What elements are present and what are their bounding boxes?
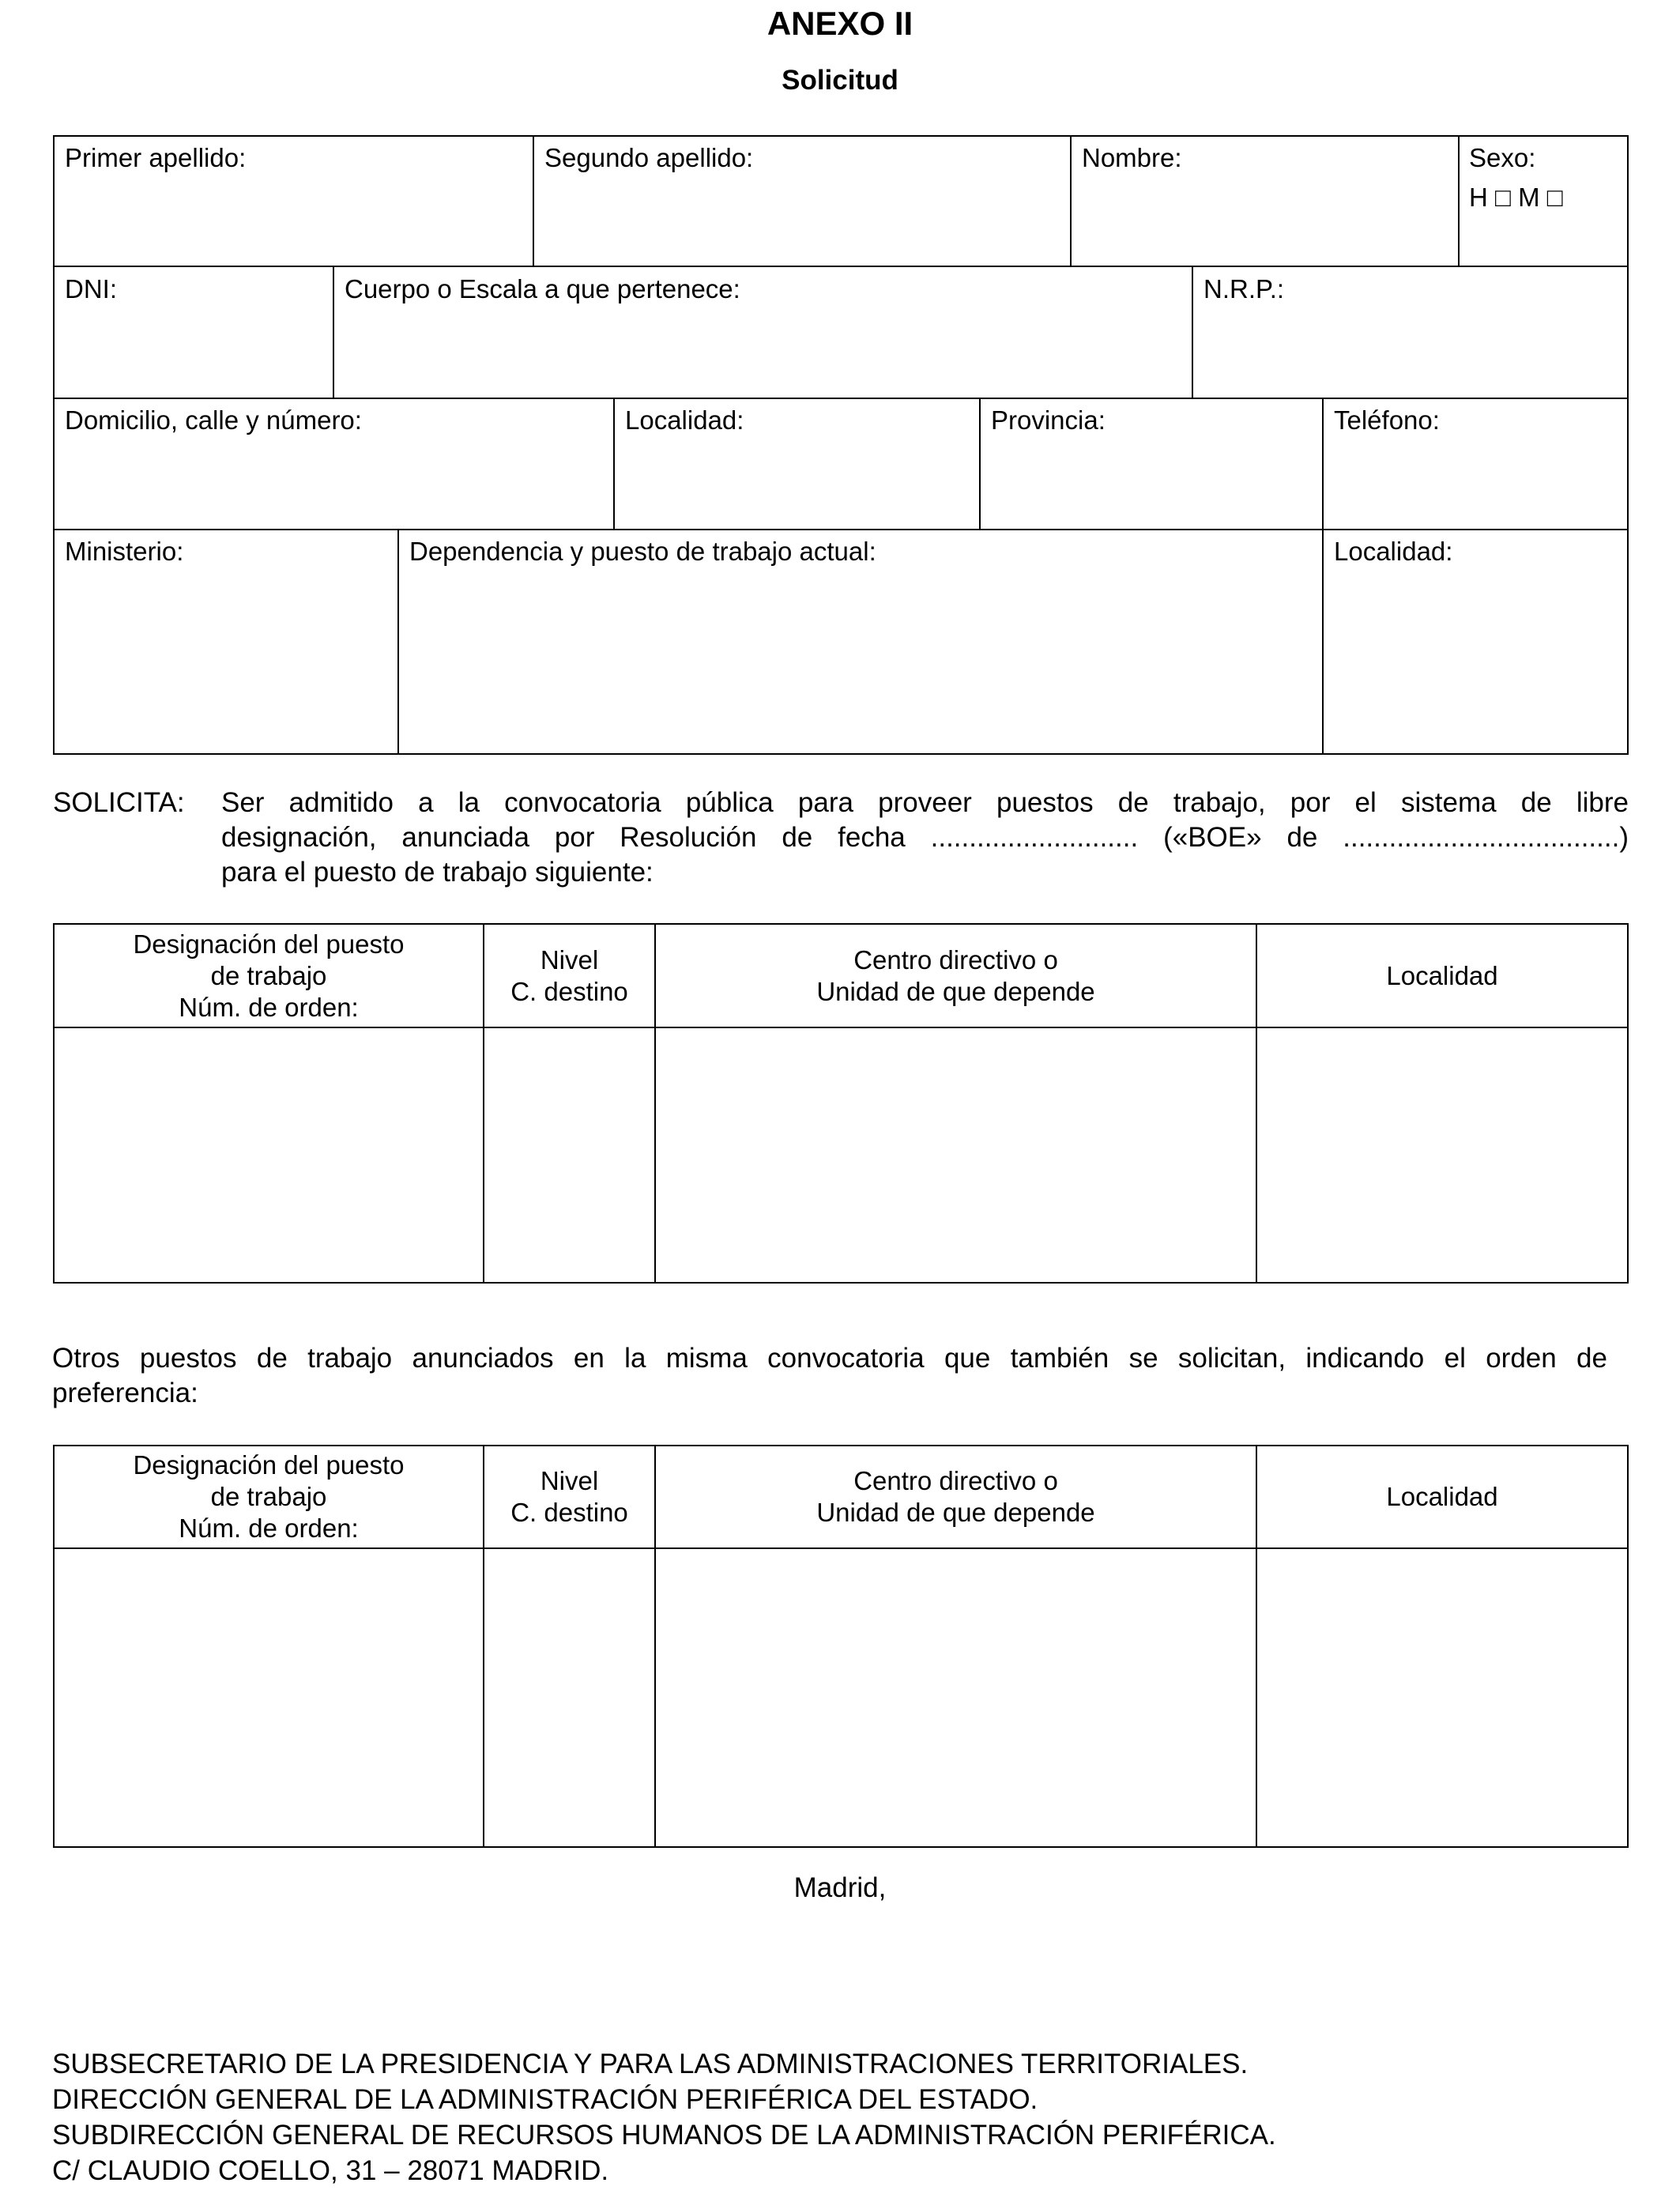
dni-field[interactable]: DNI: [65,274,117,303]
segundo-apellido-field[interactable]: Segundo apellido: [544,143,754,172]
cell-centro[interactable] [656,1028,1256,1282]
col-divider [1458,135,1460,266]
cell-localidad[interactable] [1257,1549,1627,1846]
col-divider [979,398,981,530]
header-text: Localidad [1386,1482,1498,1511]
header-designacion [55,925,483,1027]
footer-line-2: DIRECCIÓN GENERAL DE LA ADMINISTRACIÓN PERIFÉRICA DEL ESTADO. [52,2084,1038,2115]
header-centro [656,925,1256,1027]
col-divider [613,398,615,530]
col-divider [1070,135,1072,266]
footer-line-3: SUBDIRECCIÓN GENERAL DE RECURSOS HUMANOS DE LA ADMINISTRACIÓN PERIFÉRICA. [52,2120,1276,2151]
header-text: Designación del puesto [133,929,405,959]
header-text: Localidad [1386,960,1498,990]
telefono-field[interactable]: Teléfono: [1334,405,1440,435]
header-centro [656,1446,1256,1547]
header-text: Centro directivo o [853,1466,1058,1495]
col-divider [1192,266,1193,398]
place-date: Madrid, [793,1872,887,1903]
header-text: Nivel [540,1466,599,1495]
col-divider [1322,398,1324,530]
page-subtitle: Solicitud [782,65,898,96]
header-nivel [484,1446,654,1547]
solicita-label: SOLICITA: [53,787,185,818]
cell-centro[interactable] [656,1549,1256,1846]
localidad-field[interactable]: Localidad: [625,405,744,435]
header-text: C. destino [510,1498,628,1527]
solicita-line-2: designación, anunciada por Resolución de fecha ........................... («BOE» de ....................................) [221,822,1629,853]
footer-line-4: C/ CLAUDIO COELLO, 31 – 28071 MADRID. [52,2155,609,2186]
nombre-field[interactable]: Nombre: [1082,143,1182,172]
header-text: Centro directivo o [853,944,1058,974]
header-localidad [1257,925,1627,1027]
row-divider [53,266,1629,267]
header-text: Designación del puesto [133,1450,405,1480]
row-divider [53,529,1629,530]
provincia-field[interactable]: Provincia: [991,405,1106,435]
footer-line-1: SUBSECRETARIO DE LA PRESIDENCIA Y PARA LAS ADMINISTRACIONES TERRITORIALES. [52,2049,1249,2079]
col-divider [333,266,334,398]
page-title: ANEXO II [767,5,913,42]
solicita-text [221,786,1629,890]
header-localidad [1257,1446,1627,1547]
cell-designacion[interactable] [55,1549,483,1846]
header-designacion [55,1446,483,1547]
solicita-line-1: Ser admitido a la convocatoria pública para proveer puestos de trabajo, por el sistema de libre [221,787,1629,818]
header-text: Unidad de que depende [816,1498,1095,1527]
otros-text [52,1341,1607,1411]
cell-localidad[interactable] [1257,1028,1627,1282]
cell-designacion[interactable] [55,1028,483,1282]
localidad-actual-field[interactable]: Localidad: [1334,537,1453,566]
personal-form-border [53,135,1629,755]
header-text: C. destino [510,976,628,1006]
cell-nivel[interactable] [484,1549,654,1846]
cell-nivel[interactable] [484,1028,654,1282]
cuerpo-escala-field[interactable]: Cuerpo o Escala a que pertenece: [345,274,740,303]
dependencia-field[interactable]: Dependencia y puesto de trabajo actual: [409,537,876,566]
header-nivel [484,925,654,1027]
nrp-field[interactable]: N.R.P.: [1203,274,1285,303]
sexo-checkboxes[interactable]: H □ M □ [1469,183,1563,212]
solicita-line-3: para el puesto de trabajo siguiente: [221,857,654,888]
col-divider [533,135,534,266]
sexo-label: Sexo: [1469,143,1536,172]
header-text: Unidad de que depende [816,976,1095,1006]
col-divider [1322,529,1324,755]
header-text: Núm. de orden: [179,992,359,1022]
otros-line-2: preferencia: [52,1378,198,1408]
header-text: Núm. de orden: [179,1514,359,1543]
header-text: de trabajo [210,960,327,990]
primer-apellido-field[interactable]: Primer apellido: [65,143,247,172]
domicilio-field[interactable]: Domicilio, calle y número: [65,405,362,435]
header-text: Nivel [540,944,599,974]
row-divider [53,398,1629,399]
otros-line-1: Otros puestos de trabajo anunciados en la misma convocatoria que también se solicitan, indicando el orden de [52,1343,1607,1374]
col-divider [397,529,399,755]
header-text: de trabajo [210,1482,327,1511]
ministerio-field[interactable]: Ministerio: [65,537,184,566]
